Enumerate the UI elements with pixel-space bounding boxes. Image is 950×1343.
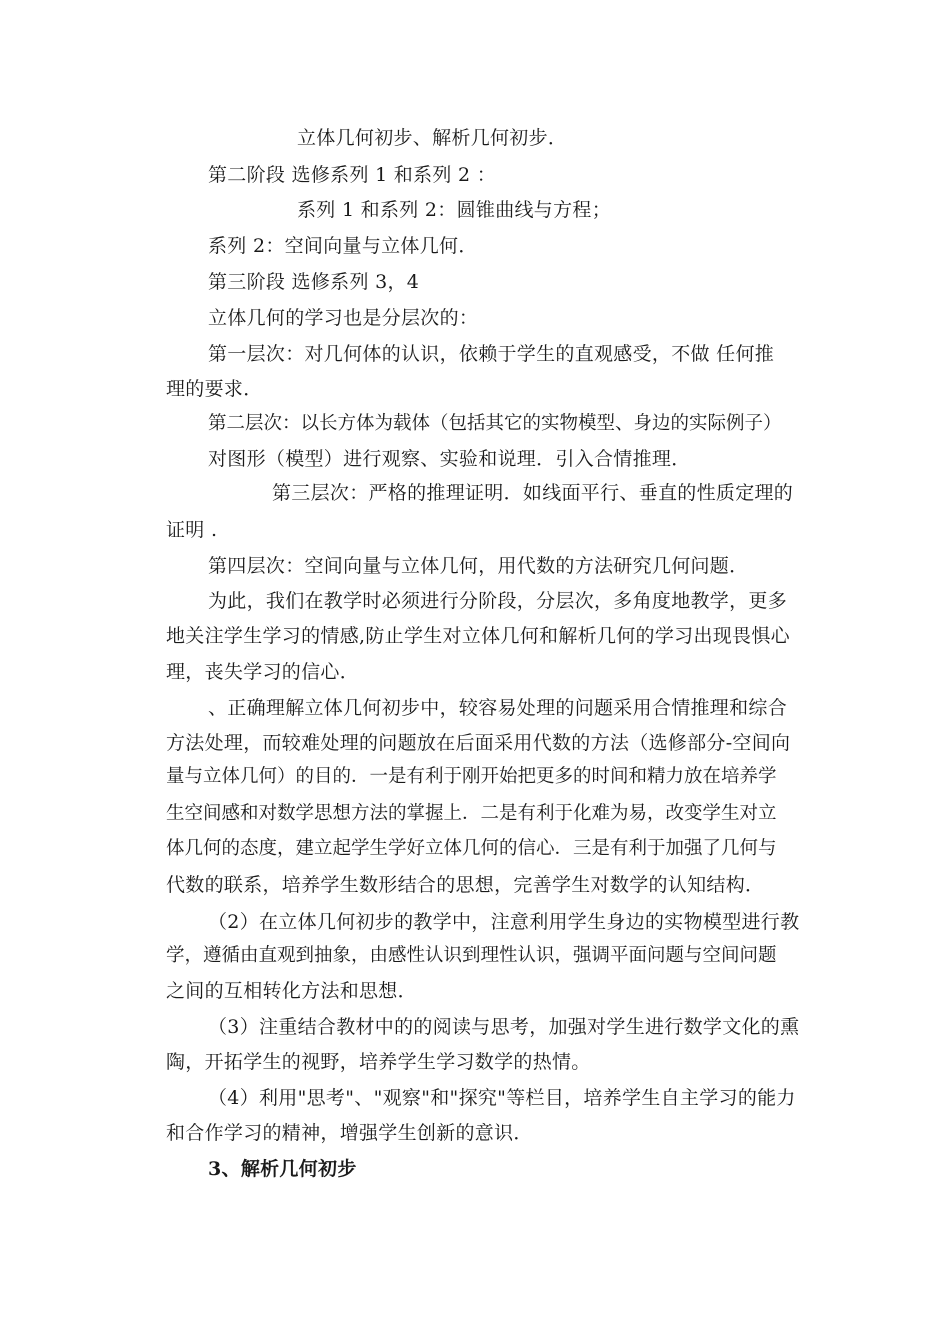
text-line: 对图形（模型）进行观察、实验和说理．引入合情推理． xyxy=(208,448,691,470)
text-line: 第三层次：严格的推理证明．如线面平行、垂直的性质定理的 xyxy=(272,482,794,504)
text-line: 和合作学习的精神，增强学生创新的意识． xyxy=(166,1122,533,1144)
text-line: 陶，开拓学生的视野，培养学生学习数学的热情。 xyxy=(166,1051,591,1073)
text-line: 、正确理解立体几何初步中，较容易处理的问题采用合情推理和综合 xyxy=(208,697,788,719)
text-line: 第一层次：对几何体的认识，依赖于学生的直观感受，不做 任何推 xyxy=(208,343,775,365)
text-line: （3）注重结合教材中的的阅读与思考，加强对学生进行数学文化的熏 xyxy=(208,1016,800,1038)
text-line: （2）在立体几何初步的教学中，注意利用学生身边的实物模型进行教 xyxy=(208,911,800,933)
text-line: 代数的联系，培养学生数形结合的思想，完善学生对数学的认知结构． xyxy=(166,874,765,896)
section-heading: 3、解析几何初步 xyxy=(208,1158,357,1180)
text-line: 学，遵循由直观到抽象，由感性认识到理性认识，强调平面问题与空间问题 xyxy=(166,945,777,966)
text-line: 为此，我们在教学时必须进行分阶段，分层次，多角度地教学，更多 xyxy=(208,590,788,612)
text-line: （4）利用"思考"、"观察"和"探究"等栏目，培养学生自主学习的能力 xyxy=(208,1087,796,1109)
text-line: 方法处理，而较难处理的问题放在后面采用代数的方法（选修部分-空间向 xyxy=(166,732,791,754)
text-line: 第二层次：以长方体为载体（包括其它的实物模型、身边的实际例子） xyxy=(208,413,782,434)
text-line: 证明 . xyxy=(166,519,218,541)
text-line: 系列 2：空间向量与立体几何． xyxy=(208,235,478,257)
text-line: 立体几何初步、解析几何初步． xyxy=(297,127,568,149)
text-line: 体几何的态度，建立起学生学好立体几何的信心．三是有利于加强了几何与 xyxy=(166,838,777,859)
text-line: 之间的互相转化方法和思想． xyxy=(166,980,417,1002)
text-line: 立体几何的学习也是分层次的： xyxy=(208,307,479,329)
text-line: 生空间感和对数学思想方法的掌握上．二是有利于化难为易，改变学生对立 xyxy=(166,803,777,824)
text-line: 理的要求． xyxy=(166,378,263,400)
text-line: 第二阶段 选修系列 1 和系列 2 ： xyxy=(208,164,497,186)
text-line: 地关注学生学习的情感,防止学生对立体几何和解析几何的学习出现畏惧心 xyxy=(166,625,790,647)
text-line: 理，丧失学习的信心． xyxy=(166,661,360,683)
text-line: 系列 1 和系列 2：圆锥曲线与方程； xyxy=(297,199,611,221)
text-line: 第四层次：空间向量与立体几何，用代数的方法研究几何问题． xyxy=(208,555,749,577)
text-line: 量与立体几何）的目的．一是有利于刚开始把更多的时间和精力放在培养学 xyxy=(166,766,777,787)
text-line: 第三阶段 选修系列 3，4 xyxy=(208,271,420,293)
